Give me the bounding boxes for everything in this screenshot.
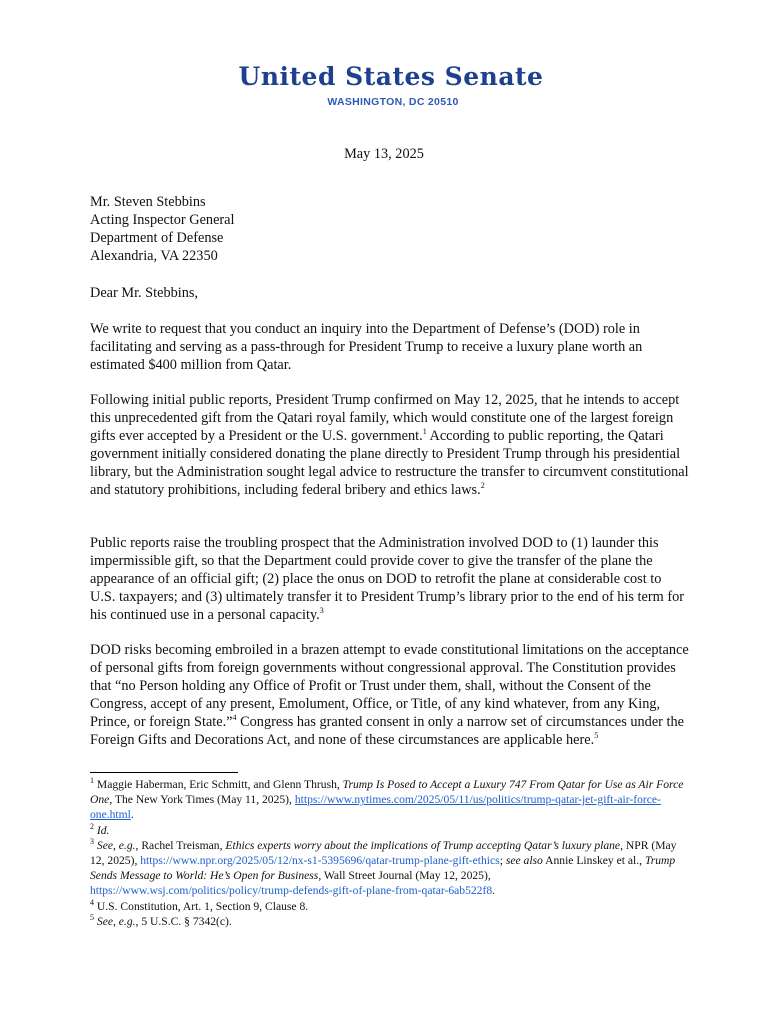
- letterhead-title: United States Senate: [238, 62, 544, 91]
- footnote-article-title: Trump Sends Message to World: He’s Open for Business: [90, 854, 676, 883]
- paragraph-2: [90, 391, 690, 499]
- paragraph-text: According to public reporting, the Qatari government initially considered donating the plane directly to President Trump through his presidential library, but the Administration sought legal advice to restructure the transfer to circumvent constitutional and statutory prohibitions, including federal bribery and ethics laws.: [90, 428, 689, 498]
- footnotes: [90, 777, 690, 929]
- footnote-5: [90, 914, 690, 929]
- paragraph-text: Public reports raise the troubling prospect that the Administration involved DOD to (1) launder this impermissible gift, so that the Department could provide cover to give the transfer of the plane the appearance of an official gift; (2) place the onus on DOD to retrofit the plane at considerable cost to U.S. taxpayers; and (3) ultimately transfer it to President Trump’s library prior to the end of his term for his continued use in a personal capacity.: [90, 535, 685, 623]
- footnote-text: .: [130, 808, 134, 822]
- footnote-text: ;: [499, 854, 506, 868]
- footnote-2: [90, 823, 690, 838]
- footnote-number: 2: [90, 821, 94, 831]
- paragraph-3: [90, 534, 690, 624]
- footnote-1: [90, 777, 690, 823]
- recipient-address: [90, 193, 690, 265]
- footnote-article-title: Ethics experts worry about the implications of Trump accepting Qatar’s luxury plane: [225, 838, 621, 852]
- letter-date: May 13, 2025: [344, 146, 424, 162]
- paragraph-text: Following initial public reports, President Trump confirmed on May 12, 2025, that he intends to accept this unprecedented gift from the Qatari royal family, which would constitute one of the largest foreign gifts ever accepted by a President or the U.S. government.: [90, 392, 680, 444]
- letterhead: [0, 62, 768, 108]
- footnote-text: , 5 U.S.C. § 7342(c).: [135, 914, 232, 928]
- footnote-text: , NPR (May 12, 2025),: [90, 838, 677, 868]
- address-line: Acting Inspector General: [90, 212, 235, 228]
- paragraph-text: DOD risks becoming embroiled in a brazen attempt to evade constitutional limitations on the acceptance of personal gifts from foreign governments without congressional approval. The Constitution provides that “no Person holding any Office of Profit or Trust under them, shall, without the Consent of the Congress, accept of any present, Emolument, Office, or Title, of any kind whatever, from any King, Prince, or foreign State.”: [90, 642, 689, 730]
- footnote-number: 1: [90, 776, 94, 786]
- footnote-text: Id.: [94, 823, 110, 837]
- footnote-signal: See, e.g.: [94, 914, 136, 928]
- footnote-text: Annie Linskey et al.,: [542, 854, 645, 868]
- footnote-link[interactable]: https://www.npr.org/2025/05/12/nx-s1-5395696/qatar-trump-plane-gift-ethics: [140, 854, 500, 868]
- footnote-number: 3: [90, 836, 94, 846]
- footnote-link[interactable]: https://www.wsj.com/politics/policy/trump-defends-gift-of-plane-from-qatar-6ab522f8: [90, 884, 493, 898]
- footnote-text: Maggie Haberman, Eric Schmitt, and Glenn Thrush,: [94, 778, 343, 791]
- footnote-text: , Wall Street Journal (May 12, 2025),: [318, 869, 491, 883]
- footnote-text: , The New York Times (May 11, 2025),: [109, 793, 295, 807]
- paragraph-text: Congress has granted consent in only a narrow set of circumstances under the Foreign Gifts and Decorations Act, and none of these circumstances are applicable here.: [90, 714, 684, 748]
- footnote-divider: [90, 772, 238, 773]
- letterhead-subtitle: WASHINGTON, DC 20510: [327, 96, 459, 108]
- footnote-ref[interactable]: 2: [480, 481, 485, 491]
- paragraph-4: [90, 641, 690, 749]
- footnote-ref[interactable]: 4: [232, 713, 237, 723]
- salutation: Dear Mr. Stebbins,: [90, 285, 199, 301]
- paragraph-text: We write to request that you conduct an inquiry into the Department of Defense’s (DOD) role in facilitating and serving as a pass-through for President Trump to receive a luxury plane worth an estimated $400 million from Qatar.: [90, 321, 643, 373]
- footnote-signal: See, e.g.: [94, 838, 136, 852]
- footnote-ref[interactable]: 3: [319, 606, 324, 616]
- footnote-signal: see also: [505, 854, 543, 868]
- address-line: Department of Defense: [90, 230, 224, 246]
- address-line: Alexandria, VA 22350: [90, 248, 218, 264]
- footnote-number: 5: [90, 912, 94, 922]
- footnote-4: [90, 899, 690, 914]
- footnote-article-title: Trump Is Posed to Accept a Luxury 747 From Qatar for Use as Air Force One: [90, 778, 684, 807]
- footnote-link[interactable]: https://www.nytimes.com/2025/05/11/us/politics/trump-qatar-jet-gift-air-force-one.html: [90, 793, 661, 822]
- address-line: Mr. Steven Stebbins: [90, 194, 206, 210]
- footnote-ref[interactable]: 1: [422, 427, 427, 437]
- footnote-text: , Rachel Treisman,: [135, 838, 226, 852]
- footnote-ref[interactable]: 5: [594, 731, 599, 741]
- footnote-text: .: [492, 884, 496, 898]
- footnote-number: 4: [90, 897, 94, 907]
- footnote-text: U.S. Constitution, Art. 1, Section 9, Clause 8.: [94, 899, 309, 913]
- footnote-3: [90, 838, 690, 899]
- paragraph-1: [90, 320, 690, 374]
